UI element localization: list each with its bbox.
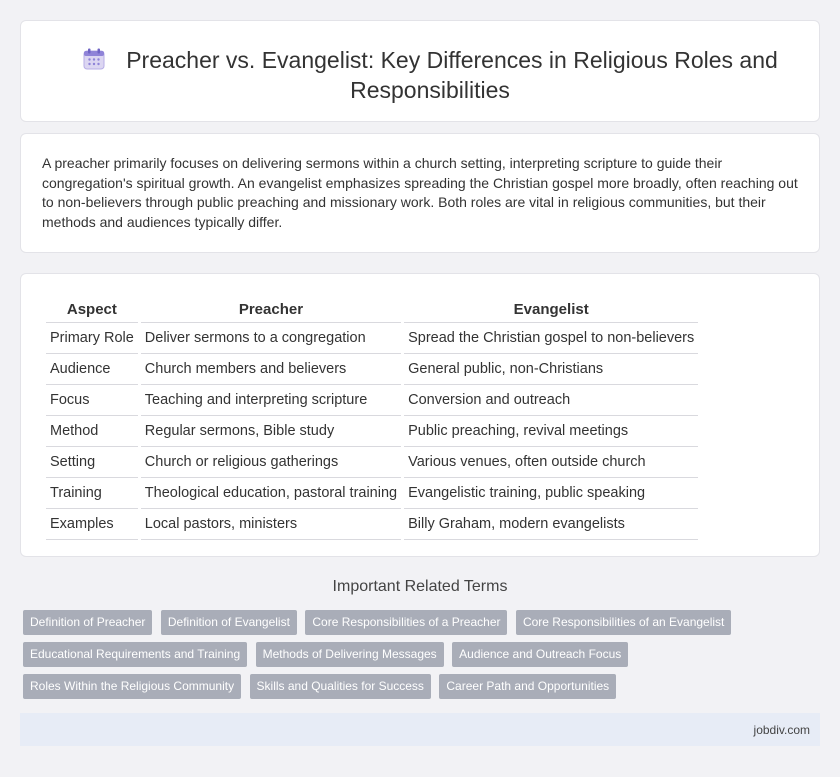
table-cell: Church members and believers [141,354,401,385]
table-cell: Examples [46,509,138,540]
table-cell: Method [46,416,138,447]
table-cell: Primary Role [46,323,138,354]
table-cell: Local pastors, ministers [141,509,401,540]
table-cell: Audience [46,354,138,385]
table-cell: General public, non-Christians [404,354,698,385]
page-title-container [61,45,799,105]
table-row [46,385,698,416]
table-cell: Billy Graham, modern evangelists [404,509,698,540]
column-header-preacher: Preacher [141,296,401,323]
comparison-table [43,296,701,540]
tag-educational-requirements[interactable]: Educational Requirements and Training [23,642,247,667]
tag-audience-outreach[interactable]: Audience and Outreach Focus [452,642,628,667]
tag-roles-within-community[interactable]: Roles Within the Religious Community [23,674,241,699]
table-cell: Focus [46,385,138,416]
tag-career-path[interactable]: Career Path and Opportunities [439,674,616,699]
column-header-aspect: Aspect [46,296,138,323]
table-header-row [46,296,698,323]
tag-methods-of-delivering[interactable]: Methods of Delivering Messages [256,642,444,667]
intro-card [20,133,820,253]
table-cell: Teaching and interpreting scripture [141,385,401,416]
tag-skills-and-qualities[interactable]: Skills and Qualities for Success [250,674,431,699]
related-terms-heading: Important Related Terms [332,578,508,595]
table-cell: Church or religious gatherings [141,447,401,478]
comparison-card [20,273,820,557]
tag-definition-of-preacher[interactable]: Definition of Preacher [23,610,152,635]
table-row [46,416,698,447]
tag-core-responsibilities-preacher[interactable]: Core Responsibilities of a Preacher [305,610,507,635]
table-cell: Evangelistic training, public speaking [404,478,698,509]
tag-definition-of-evangelist[interactable]: Definition of Evangelist [161,610,297,635]
table-cell: Spread the Christian gospel to non-believers [404,323,698,354]
page-title: Preacher vs. Evangelist: Key Differences in Religious Roles and Responsibilities [126,47,778,103]
table-cell: Conversion and outreach [404,385,698,416]
table-cell: Setting [46,447,138,478]
footer [20,713,820,746]
title-card [20,20,820,122]
table-cell: Deliver sermons to a congregation [141,323,401,354]
tag-row [23,642,823,674]
tag-row [23,610,823,642]
table-cell: Training [46,478,138,509]
table-row [46,354,698,385]
intro-paragraph: A preacher primarily focuses on delivering sermons within a church setting, interpreting scripture to guide their congregation's spiritual growth. An evangelist emphasizes spreading the Christian gospel more broadly, often reaching out to non-believers through public preaching and missionary work. Both roles are vital in religious communities, but their methods and audiences typically differ. [42,155,798,230]
table-cell: Various venues, often outside church [404,447,698,478]
table-row [46,323,698,354]
table-cell: Public preaching, revival meetings [404,416,698,447]
table-row [46,509,698,540]
table-row [46,478,698,509]
table-cell: Theological education, pastoral training [141,478,401,509]
table-row [46,447,698,478]
column-header-evangelist: Evangelist [404,296,698,323]
calendar-icon [82,47,106,71]
related-terms-list [23,610,823,706]
tag-row [23,674,823,706]
footer-site-link[interactable]: jobdiv.com [753,723,810,737]
table-cell: Regular sermons, Bible study [141,416,401,447]
tag-core-responsibilities-evangelist[interactable]: Core Responsibilities of an Evangelist [516,610,731,635]
